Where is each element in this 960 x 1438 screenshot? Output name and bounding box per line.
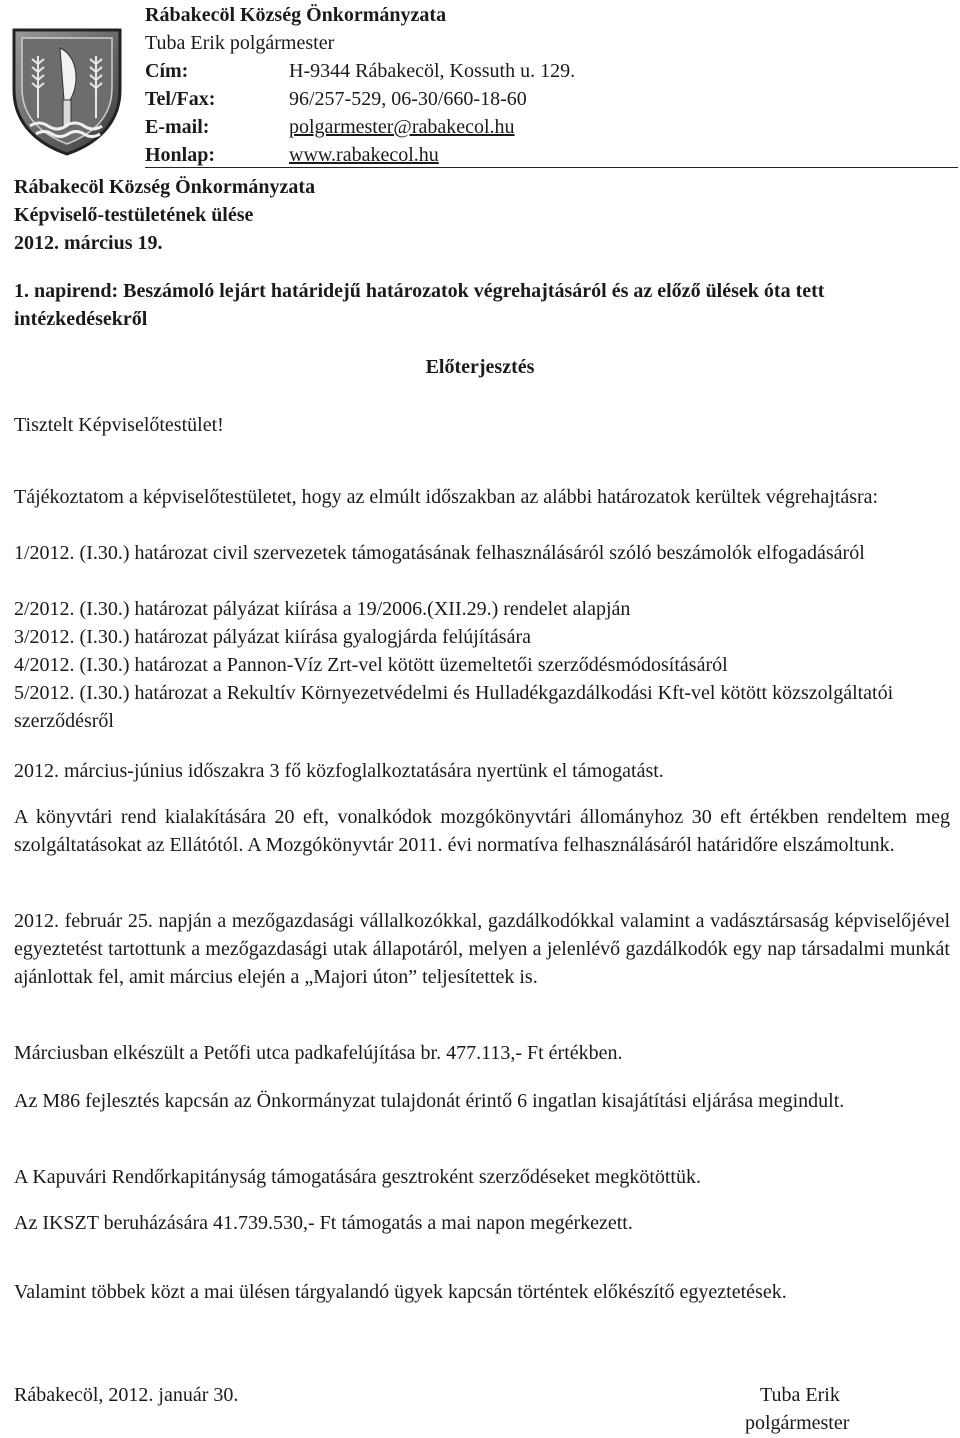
address-label: Cím: [145, 60, 189, 82]
coat-of-arms-icon [8, 26, 126, 158]
resolution-item: 1/2012. (I.30.) határozat civil szervezetek támogatásának felhasználásáról szóló beszámolók elfogadásáról [14, 542, 865, 564]
meeting-org: Rábakecöl Község Önkormányzata [14, 176, 316, 198]
paragraph-library: A könyvtári rend kialakítására 20 eft, vonalkódok mozgókönyvtári állományhoz 30 eft értékben rendeltem meg szolgáltatásokat az Ellátótól. A Mozgókönyvtár 2011. évi normatíva felhasználásáról határidőre elszámoltunk. [14, 806, 950, 856]
paragraph-farmers-meeting: 2012. február 25. napján a mezőgazdasági vállalkozókkal, gazdálkodókkal valamint a vadásztársaság képviselőjével egyeztetést tartottunk a mezőgazdasági utak állapotáról, melyen a jelenlévő gazdálkodók egy nap társadalmi munkát ajánlottak fel, amit március elején a „Majori úton” teljesítettek is. [14, 910, 950, 988]
paragraph-petofi-street: Márciusban elkészült a Petőfi utca padkafelújítása br. 477.113,- Ft értékben. [14, 1042, 623, 1064]
website-link[interactable]: www.rabakecol.hu [289, 144, 439, 166]
signer-name: Tuba Erik [760, 1384, 840, 1406]
meeting-body: Képviselő-testületének ülése [14, 204, 254, 226]
website-label: Honlap: [145, 144, 216, 166]
resolution-item: 5/2012. (I.30.) határozat a Rekultív Környezetvédelmi és Hulladékgazdálkodási Kft-vel kötött közszolgáltatói szerződésről [14, 682, 894, 732]
agenda-title: 1. napirend: Beszámoló lejárt határidejű határozatok végrehajtásáról és az előző ülések óta tett intézkedésekről [14, 280, 825, 330]
resolution-item: 2/2012. (I.30.) határozat pályázat kiírása a 19/2006.(XII.29.) rendelet alapján [14, 598, 631, 620]
phone-value: 96/257-529, 06-30/660-18-60 [289, 88, 527, 110]
proposal-title: Előterjesztés [425, 356, 535, 378]
paragraph-employment: 2012. március-június időszakra 3 fő közfoglalkoztatására nyertünk el támogatást. [14, 760, 664, 782]
paragraph-ikszt: Az IKSZT beruházására 41.739.530,- Ft támogatás a mai napon megérkezett. [14, 1212, 633, 1234]
letterhead-org: Rábakecöl Község Önkormányzata [145, 4, 447, 26]
email-link[interactable]: polgarmester@rabakecol.hu [289, 116, 515, 138]
intro-paragraph: Tájékoztatom a képviselőtestületet, hogy az elmúlt időszakban az alábbi határozatok kerültek végrehajtásra: [14, 486, 879, 508]
email-label: E-mail: [145, 116, 210, 138]
letterhead-mayor: Tuba Erik polgármester [145, 32, 335, 54]
paragraph-police: A Kapuvári Rendőrkapitányság támogatására gesztroként szerződéseket megkötöttük. [14, 1166, 701, 1188]
resolution-item: 3/2012. (I.30.) határozat pályázat kiírása gyalogjárda felújítására [14, 626, 531, 648]
salutation: Tisztelt Képviselőtestület! [14, 414, 224, 436]
address-value: H-9344 Rábakecöl, Kossuth u. 129. [289, 60, 576, 82]
phone-label: Tel/Fax: [145, 88, 216, 110]
signer-title: polgármester [745, 1412, 850, 1434]
meeting-date: 2012. március 19. [14, 232, 163, 254]
resolution-item: 4/2012. (I.30.) határozat a Pannon-Víz Zrt-vel kötött üzemeltetői szerződésmódosításáról [14, 654, 728, 676]
header-divider [145, 167, 958, 168]
paragraph-preparations: Valamint többek közt a mai ülésen tárgyalandó ügyek kapcsán történtek előkészítő egyeztetések. [14, 1281, 787, 1303]
paragraph-m86: Az M86 fejlesztés kapcsán az Önkormányzat tulajdonát érintő 6 ingatlan kisajátítási eljárása megindult. [14, 1090, 845, 1112]
place-date: Rábakecöl, 2012. január 30. [14, 1384, 239, 1406]
